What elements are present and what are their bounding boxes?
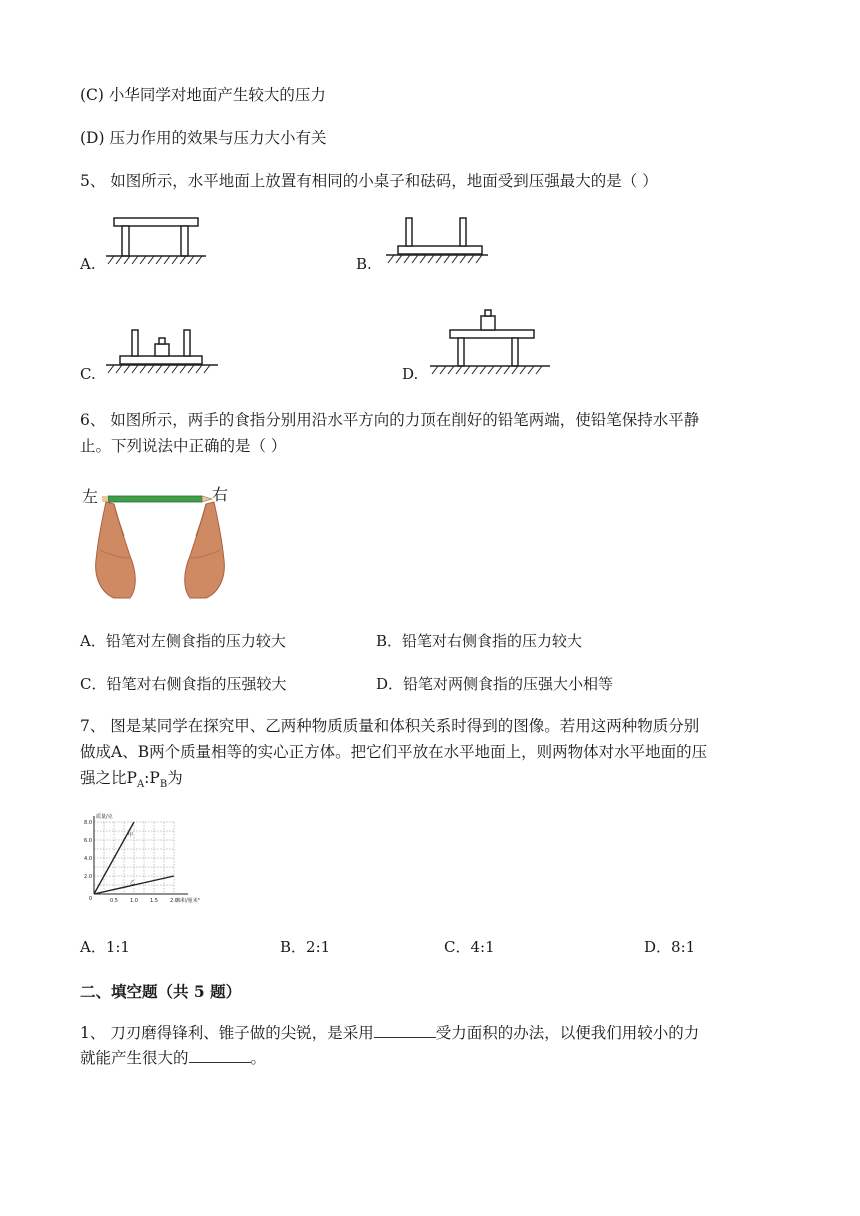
series-label-1: 甲	[128, 832, 134, 839]
section-2-q1-line1	[80, 1022, 699, 1044]
y-tick-label: 2.0	[84, 874, 92, 880]
question-7-stem-line1: 7、 图是某同学在探究甲、乙两种物质质量和体积关系时得到的图像。若用这两种物质分别	[80, 717, 700, 735]
q1-blank-1	[374, 1023, 436, 1038]
q7-sub-b: B	[159, 779, 168, 791]
y-axis-label: 质量/克	[96, 814, 113, 820]
question-6-stem-line2: 止。下列说法中正确的是（ ）	[80, 437, 287, 455]
x-tick-label: 2.0	[170, 898, 178, 904]
q5-label-a: A.	[80, 255, 96, 273]
q7-option-d: D．8:1	[644, 938, 696, 956]
x-axis-label: 体积/厘米³	[176, 898, 200, 904]
q6-option-d: D．铅笔对两侧食指的压强大小相等	[376, 675, 614, 693]
y-tick-label: 8.0	[84, 820, 92, 826]
question-5-stem: 5、 如图所示，水平地面上放置有相同的小桌子和砝码，地面受到压强最大的是（ ）	[80, 172, 658, 190]
q7-option-c: C．4:1	[444, 938, 495, 956]
q1-text-post: 受力面积的办法，以便我们用较小的力	[435, 1024, 700, 1042]
q5-figure-a	[104, 214, 208, 268]
question-6-stem-line1: 6、 如图所示，两手的食指分别用沿水平方向的力顶在削好的铅笔两端，使铅笔保持水平静	[80, 411, 700, 429]
q5-label-c: C.	[80, 365, 96, 383]
q5-figure-d	[428, 306, 552, 378]
q1-text-pre: 1、 刀刃磨得锋利、锥子做的尖锐，是采用	[80, 1024, 374, 1042]
q7-option-a: A．1:1	[80, 938, 130, 956]
question-7-stem-line3	[80, 767, 183, 796]
x-tick-label: 1.5	[150, 898, 158, 904]
q6-option-b: B．铅笔对右侧食指的压力较大	[376, 632, 583, 650]
q7-option-b: B．2:1	[280, 938, 331, 956]
q1-text-2-post: 。	[250, 1049, 267, 1067]
question-7-stem-line2: 做成A、B两个质量相等的实心正方体。把它们平放在水平地面上，则两物体对水平地面的压	[80, 743, 708, 761]
option-c-previous: (C) 小华同学对地面产生较大的压力	[80, 86, 326, 104]
option-d-previous: (D) 压力作用的效果与压力大小有关	[80, 129, 327, 147]
x-tick-label: 0.5	[110, 898, 118, 904]
q1-text-2-pre: 就能产生很大的	[80, 1049, 189, 1067]
q6-option-c: C．铅笔对右侧食指的压强较大	[80, 675, 287, 693]
q7-colon: :P	[144, 769, 160, 787]
x-tick-label: 1.0	[130, 898, 138, 904]
q7-sub-a: A	[136, 779, 145, 791]
pencil-label-left: 左	[82, 487, 99, 506]
q5-label-b: B.	[356, 255, 372, 273]
q6-option-a: A．铅笔对左侧食指的压力较大	[80, 632, 286, 650]
section-2-q1-line2	[80, 1047, 266, 1069]
pencil-label-right: 右	[212, 485, 229, 504]
y-tick-label: 6.0	[84, 838, 92, 844]
series-label-2: 乙	[130, 879, 136, 886]
q5-label-d: D.	[402, 365, 419, 383]
q7-stem-pre: 强之比P	[80, 769, 137, 787]
q1-blank-2	[189, 1048, 251, 1063]
pencil-figure	[80, 480, 240, 604]
q5-figure-c	[104, 324, 220, 378]
origin-label: 0	[88, 896, 92, 902]
mass-volume-chart	[78, 810, 228, 910]
y-tick-label: 4.0	[84, 856, 92, 862]
q5-figure-b	[384, 214, 490, 268]
q7-stem-post: 为	[167, 769, 183, 787]
section-2-title: 二、填空题（共 5 题）	[80, 982, 242, 1001]
